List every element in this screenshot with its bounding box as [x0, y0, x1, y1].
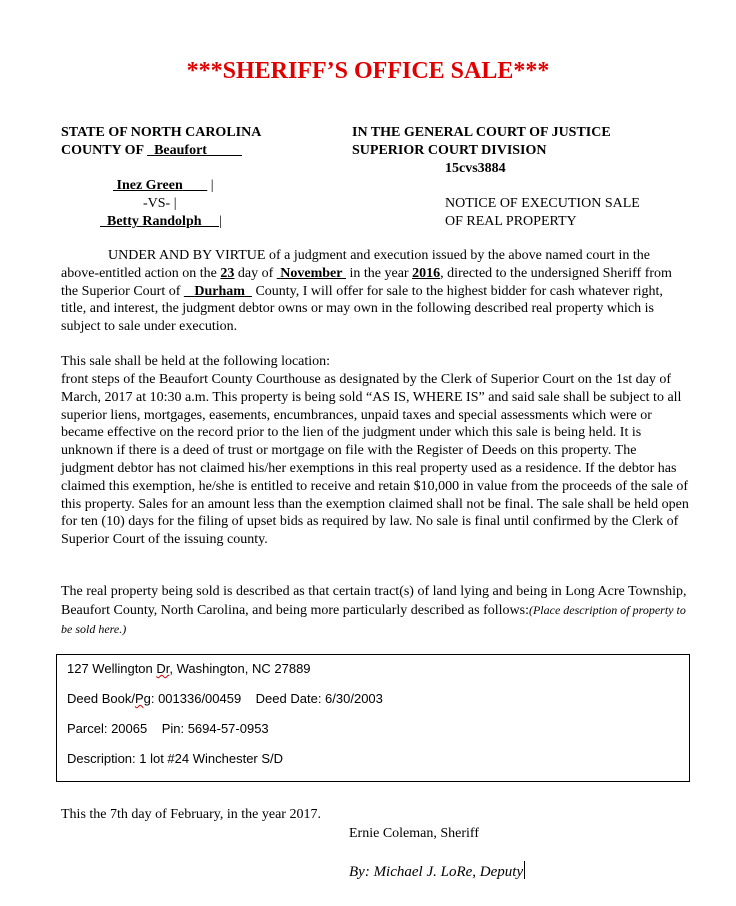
county-label: COUNTY OF [61, 143, 144, 158]
sheriff-signature: Ernie Coleman, Sheriff [349, 826, 479, 841]
notice-title-line2: OF REAL PROPERTY [445, 214, 577, 229]
case-number: 15cvs3884 [445, 161, 506, 176]
deputy-signature[interactable]: By: Michael J. LoRe, Deputy [349, 861, 525, 881]
county-heading [61, 142, 242, 160]
date-line: This the 7th day of February, in the year 2017. [61, 807, 321, 822]
division-heading: SUPERIOR COURT DIVISION [352, 143, 547, 158]
location-intro: This sale shall be held at the following location: [61, 354, 331, 369]
property-address: 127 Wellington Dr, Washington, NC 27889 [67, 661, 311, 676]
notice-title-line1: NOTICE OF EXECUTION SALE [445, 196, 640, 211]
plaintiff-line: Inez Green | [113, 177, 214, 195]
defendant-line: Betty Randolph | [100, 213, 222, 231]
deed-info: Deed Book/Pg: 001336/00459 Deed Date: 6/30/2003 [67, 691, 383, 706]
placeholder-note: (Place description of property to be sold here.) [61, 603, 686, 636]
text-cursor [524, 861, 525, 879]
plaintiff-name: Inez Green [116, 178, 183, 193]
state-heading: STATE OF NORTH CAROLINA [61, 125, 262, 140]
court-heading: IN THE GENERAL COURT OF JUSTICE [352, 125, 611, 140]
versus-line: -VS- | [143, 196, 177, 211]
page-title: ***SHERIFF’S OFFICE SALE*** [186, 58, 550, 84]
parcel-number: Parcel: 20065 [67, 721, 148, 736]
legal-description: Description: 1 lot #24 Winchester S/D [67, 751, 284, 766]
property-details-box [56, 654, 690, 782]
sale-terms-paragraph: front steps of the Beaufort County Courthouse as designated by the Clerk of Superior Court on the 1st day of March, 2017 at 10:30 a.m. This property is being sold “AS IS, WHERE IS” and said sale shall be subject to all superior liens, mortgages, easements, encumbrances, unpaid taxes and special assessments which were or became effective on the record prior to the lien of the judgment under which this sale is being held. It is unknown if there is a deed of trust or mortgage on file with the Register of Deeds on this property. The judgment debtor has not claimed his/her exemptions in this real property used as a residence. If the debtor has claimed this exemption, he/she is entitled to receive and retain $10,000 in value from the proceeds of the sale of this property. Sales for an amount less than the exemption claimed shall not be final. The sale shall be held open for ten (10) days for the filing of upset bids as required by law. No sale is final until confirmed by the Clerk of Superior Court of the issuing county. [61, 372, 689, 548]
judgment-paragraph: UNDER AND BY VIRTUE of a judgment and execution issued by the above named court in the above-entitled action on the 23 day of November in the year 2016, directed to the undersigned Sheriff from the Superior Court of Durham County, I will offer for sale to the highest bidder for cash whatever right, title, and interest, the judgment debtor owns or may own in the following described real property which is subject to sale under execution. [61, 248, 672, 335]
parcel-info [67, 721, 269, 736]
county-value: Beaufort [154, 143, 207, 158]
deed-date: Deed Date: 6/30/2003 [255, 691, 383, 706]
property-description-intro: The real property being sold is described as that certain tract(s) of land lying and being in Long Acre Township, Beaufort County, North Carolina, and being more particularly described as follows:(Place description of property to be sold here.) [61, 584, 687, 636]
defendant-name: Betty Randolph [107, 214, 202, 229]
pin-number: Pin: 5694-57-0953 [161, 721, 269, 736]
